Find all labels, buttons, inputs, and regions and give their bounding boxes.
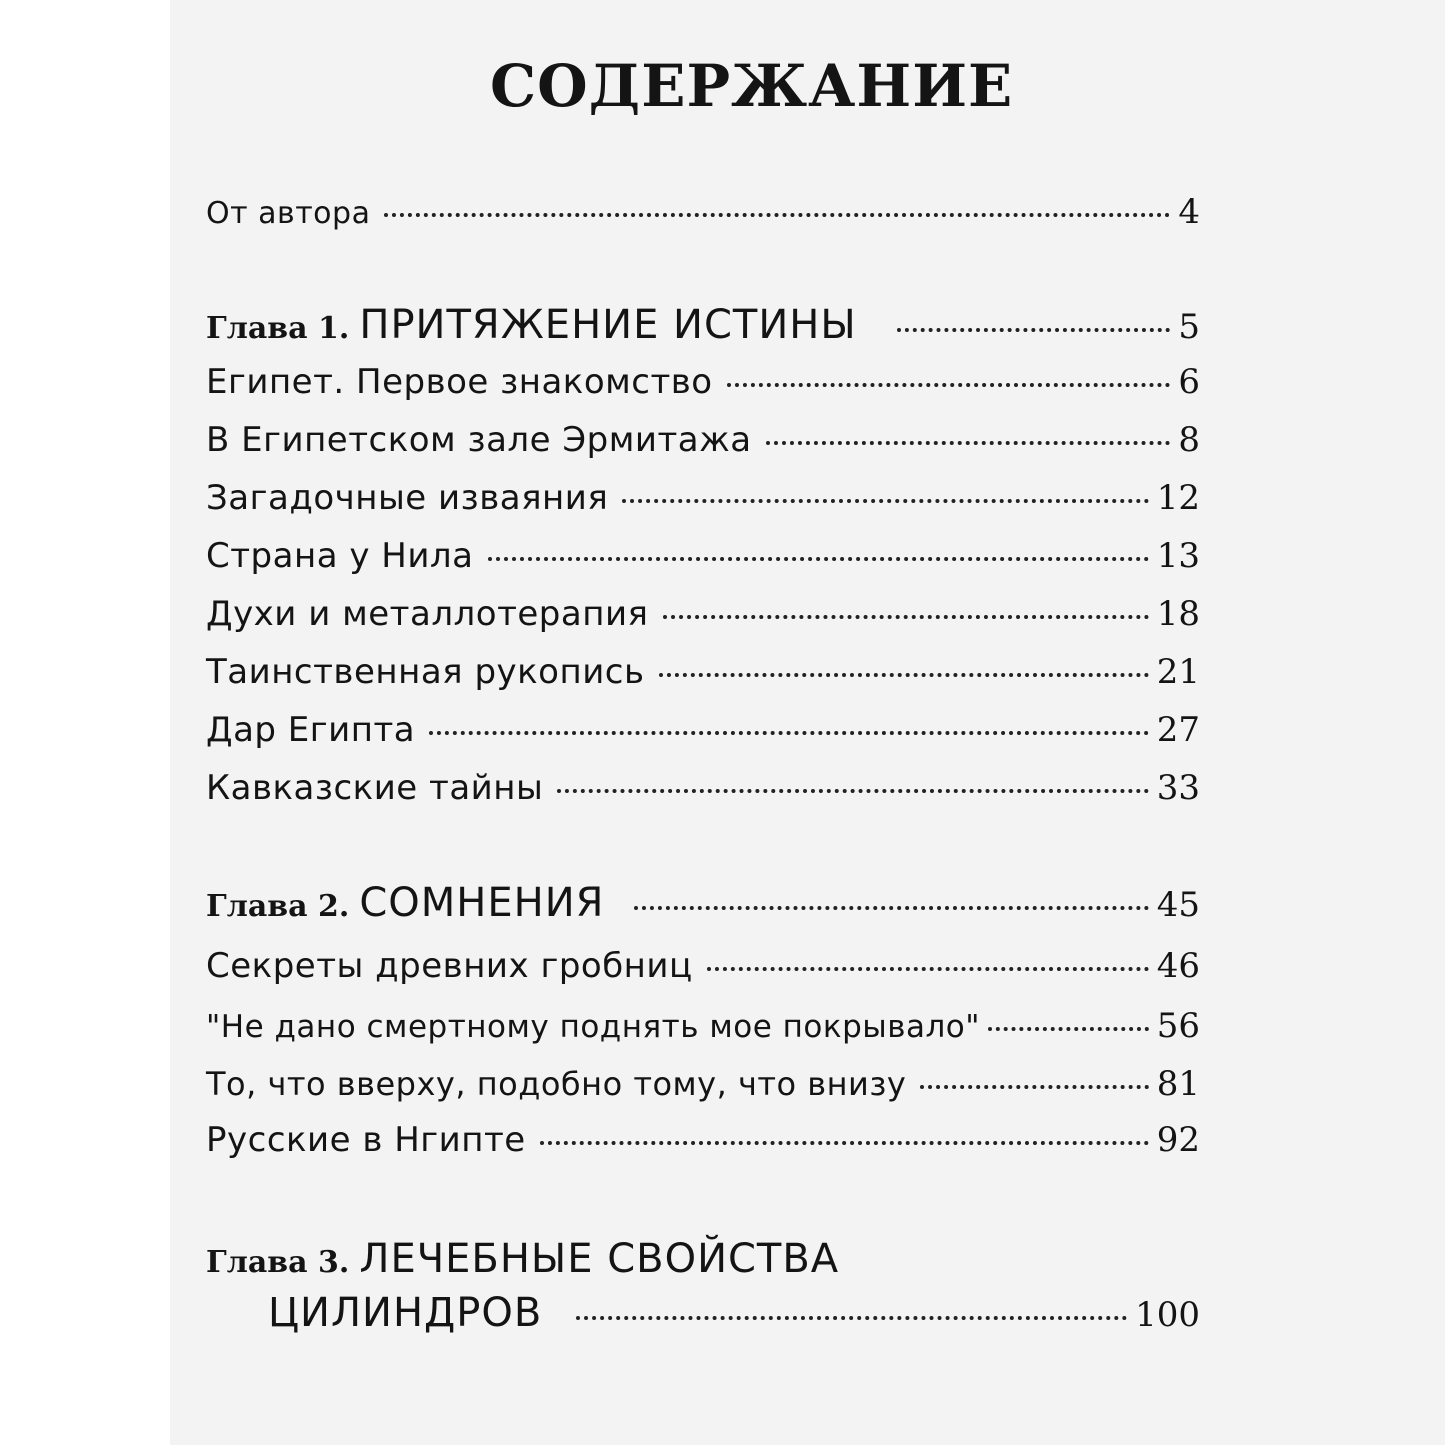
toc-entry — [206, 710, 1200, 762]
leader-dots — [988, 1027, 1149, 1031]
toc-entry-text: От автора — [206, 196, 371, 231]
toc-entry — [206, 1120, 1200, 1172]
toc-page-number: 5 — [1178, 307, 1200, 347]
chapter-title: ПРИТЯЖЕНИЕ ИСТИНЫ — [359, 302, 857, 348]
chapter-title-line-2: ЦИЛИНДРОВ — [268, 1290, 543, 1336]
toc-entry-text: Таинственная рукопись — [206, 652, 645, 692]
leader-dots — [659, 673, 1149, 677]
toc-entry-text: Кавказские тайны — [206, 768, 544, 808]
toc-page-number: 18 — [1156, 594, 1200, 634]
toc-page-number: 6 — [1178, 362, 1200, 402]
toc-page-number: 12 — [1156, 478, 1200, 518]
toc-entry-text: Страна у Нила — [206, 536, 474, 576]
chapter-2-heading — [206, 880, 1200, 932]
toc-page-number: 100 — [1135, 1295, 1200, 1335]
toc-page-number: 45 — [1156, 885, 1200, 925]
leader-dots — [663, 615, 1149, 619]
chapter-label: Глава 1. — [206, 311, 350, 346]
toc-page-number: 27 — [1156, 710, 1200, 750]
toc-page-number: 81 — [1156, 1064, 1200, 1104]
toc-entry — [206, 594, 1200, 646]
toc-page-number: 13 — [1156, 536, 1200, 576]
chapter-title: СОМНЕНИЯ — [359, 880, 605, 926]
chapter-3-heading — [206, 1236, 1200, 1288]
toc-page-number: 4 — [1178, 192, 1200, 232]
toc-page-number: 8 — [1178, 420, 1200, 460]
toc-entry-text: Загадочные изваяния — [206, 478, 609, 518]
chapter-1-heading — [206, 302, 1200, 354]
toc-entry — [206, 1064, 1200, 1116]
page-title: СОДЕРЖАНИЕ — [490, 52, 1014, 120]
toc-entry-text: Секреты древних гробниц — [206, 946, 693, 986]
toc-entry — [206, 768, 1200, 820]
toc-page-number: 21 — [1156, 652, 1200, 692]
toc-entry — [206, 536, 1200, 588]
leader-dots — [727, 383, 1171, 387]
chapter-label: Глава 2. — [206, 889, 350, 924]
leader-dots — [766, 441, 1171, 445]
toc-entry-text: Египет. Первое знакомство — [206, 362, 713, 402]
toc-entry-preface — [206, 192, 1200, 244]
toc-entry — [206, 946, 1200, 998]
toc-entry-text: В Египетском зале Эрмитажа — [206, 420, 752, 460]
toc-page-number: 56 — [1156, 1006, 1200, 1046]
toc-page-number: 46 — [1156, 946, 1200, 986]
leader-dots — [920, 1085, 1148, 1089]
toc-entry-text: "Не дано смертному поднять мое покрывало" — [206, 1009, 981, 1045]
toc-entry — [206, 652, 1200, 704]
leader-dots — [540, 1141, 1149, 1145]
leader-dots — [488, 557, 1149, 561]
toc-entry-text: Духи и металлотерапия — [206, 594, 649, 634]
toc-entry — [206, 1006, 1200, 1058]
leader-dots — [634, 906, 1148, 910]
toc-entry-text: Дар Египта — [206, 710, 416, 750]
leader-dots — [576, 1316, 1127, 1320]
leader-dots — [557, 789, 1148, 793]
leader-dots — [622, 499, 1148, 503]
toc-entry-text: Русские в Нгипте — [206, 1120, 526, 1160]
toc-page-number: 33 — [1156, 768, 1200, 808]
chapter-label: Глава 3. — [206, 1245, 350, 1280]
toc-page-number: 92 — [1156, 1120, 1200, 1160]
toc-entry — [206, 362, 1200, 414]
leader-dots — [384, 213, 1170, 217]
toc-entry-text: То, что вверху, подобно тому, что внизу — [206, 1065, 907, 1103]
toc-entry — [206, 420, 1200, 472]
toc-entry — [206, 478, 1200, 530]
chapter-title-line-1: ЛЕЧЕБНЫЕ СВОЙСТВА — [359, 1236, 840, 1282]
chapter-3-heading-continued — [268, 1290, 1200, 1336]
leader-dots — [897, 328, 1171, 332]
leader-dots — [707, 967, 1149, 971]
leader-dots — [429, 731, 1149, 735]
